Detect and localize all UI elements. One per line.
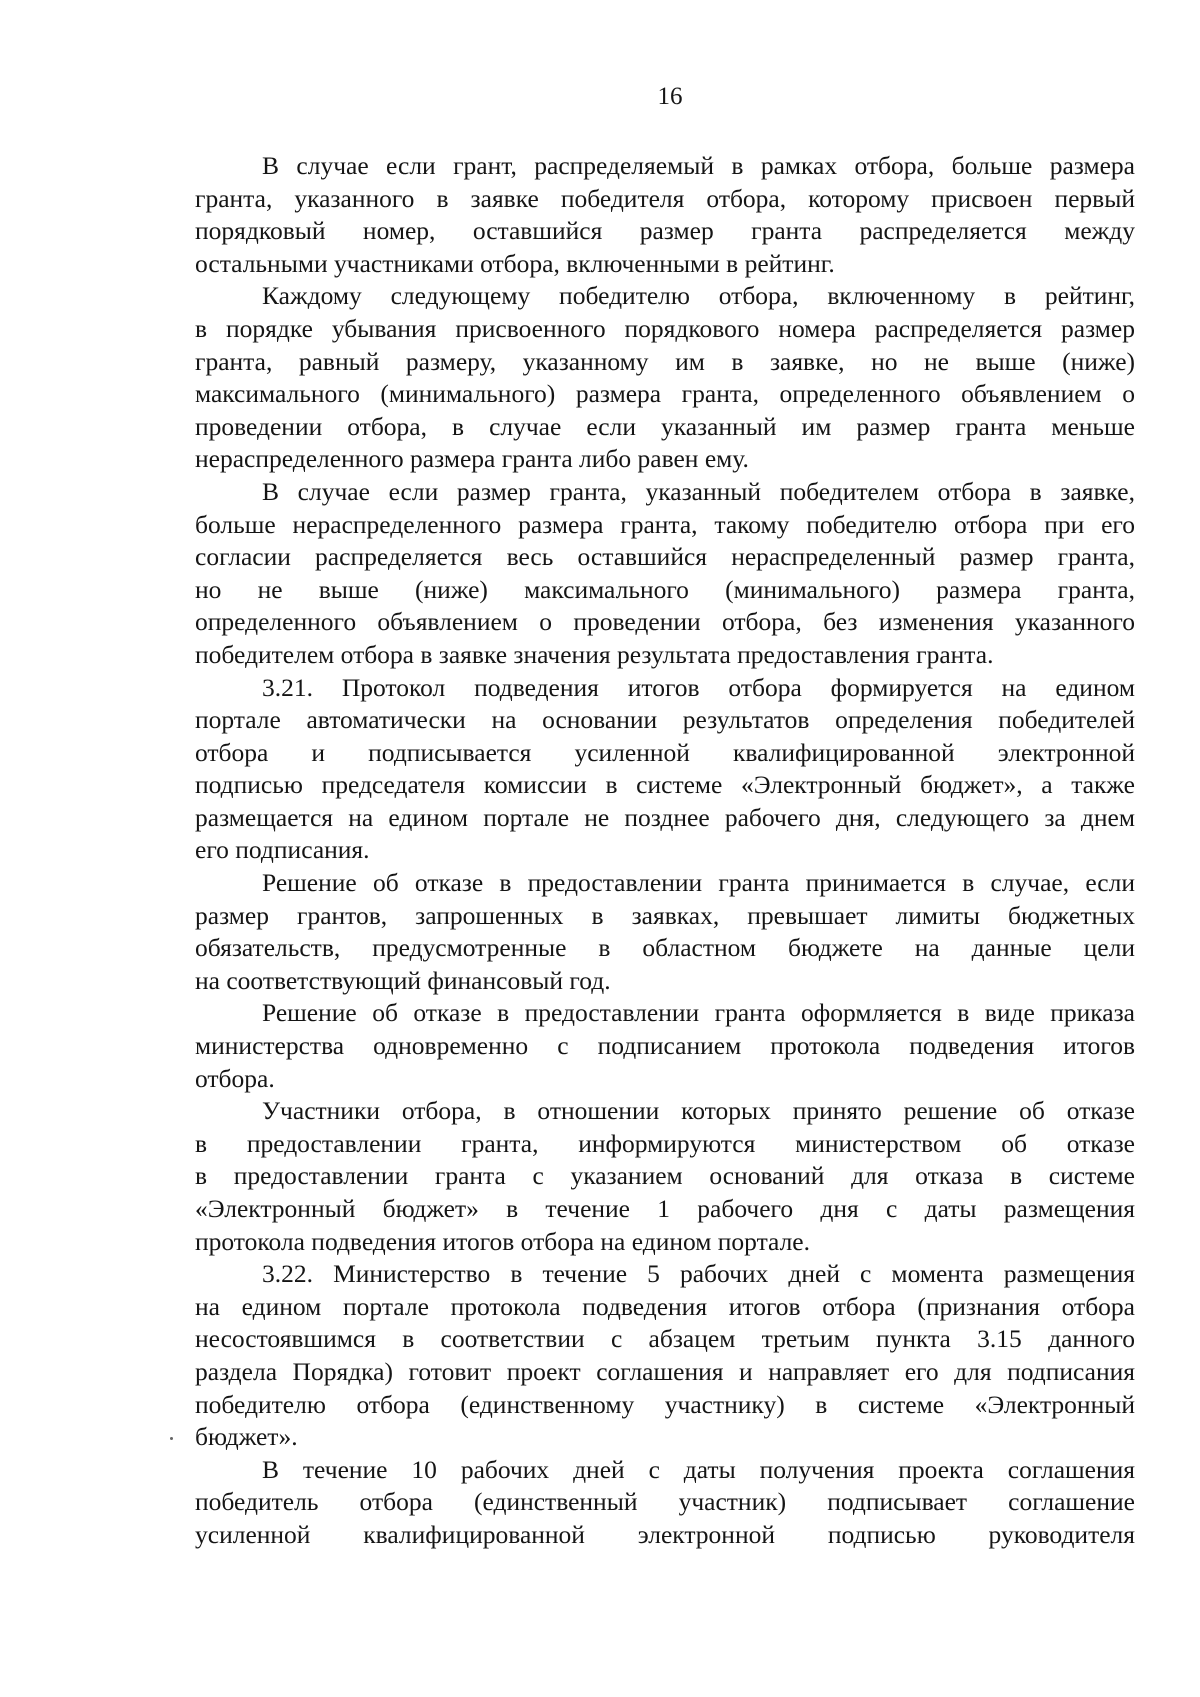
text-line: в предоставлении гранта с указанием оснований для отказа в системе — [195, 1161, 1135, 1191]
text-line: на едином портале протокола подведения итогов отбора (признания отбора — [195, 1291, 1135, 1321]
text-line: Каждому следующему победителю отбора, включенному в рейтинг, — [262, 281, 1135, 311]
text-line: усиленной квалифицированной электронной подписью руководителя — [195, 1519, 1135, 1549]
paragraph — [195, 1454, 1135, 1552]
scan-speck — [170, 1437, 173, 1440]
paragraph — [195, 280, 1135, 476]
text-line: гранта, равный размеру, указанному им в заявке, но не выше (ниже) — [195, 346, 1135, 376]
paragraph — [195, 997, 1135, 1095]
text-line: портале автоматически на основании результатов определения победителей — [195, 705, 1135, 735]
text-line: в предоставлении гранта, информируются министерством об отказе — [195, 1128, 1135, 1158]
text-line: подписью председателя комиссии в системе «Электронный бюджет», а также — [195, 770, 1135, 800]
text-line: в порядке убывания присвоенного порядкового номера распределяется размер — [195, 313, 1135, 343]
text-line: размер грантов, запрошенных в заявках, превышает лимиты бюджетных — [195, 900, 1135, 930]
text-line: Участники отбора, в отношении которых принято решение об отказе — [262, 1096, 1135, 1126]
text-line: Решение об отказе в предоставлении гранта принимается в случае, если — [262, 868, 1135, 898]
text-line: В течение 10 рабочих дней с даты получения проекта соглашения — [262, 1454, 1135, 1484]
text-line: победителем отбора в заявке значения результата предоставления гранта. — [195, 639, 994, 669]
text-line: 3.22. Министерство в течение 5 рабочих дней с момента размещения — [262, 1259, 1135, 1289]
text-line: гранта, указанного в заявке победителя отбора, которому присвоен первый — [195, 183, 1135, 213]
text-line: победителю отбора (единственному участнику) в системе «Электронный — [195, 1389, 1135, 1419]
page-number: 16 — [657, 83, 683, 110]
text-line: отбора и подписывается усиленной квалифицированной электронной — [195, 737, 1135, 767]
paragraph — [195, 476, 1135, 672]
text-line: размещается на едином портале не позднее рабочего дня, следующего за днем — [195, 802, 1135, 832]
text-line: порядковый номер, оставшийся размер гранта распределяется между — [195, 216, 1135, 246]
text-line: нераспределенного размера гранта либо равен ему. — [195, 444, 749, 474]
text-line: Решение об отказе в предоставлении гранта оформляется в виде приказа — [262, 998, 1135, 1028]
text-line: отбора. — [195, 1063, 275, 1093]
text-line: его подписания. — [195, 835, 370, 865]
text-line: раздела Порядка) готовит проект соглашения и направляет его для подписания — [195, 1356, 1135, 1386]
text-line: больше нераспределенного размера гранта, такому победителю отбора при его — [195, 509, 1135, 539]
paragraph — [195, 1095, 1135, 1258]
text-line: 3.21. Протокол подведения итогов отбора формируется на едином — [262, 672, 1135, 702]
text-line: остальными участниками отбора, включенными в рейтинг. — [195, 248, 835, 278]
paragraph — [195, 1258, 1135, 1454]
text-line: согласии распределяется весь оставшийся нераспределенный размер гранта, — [195, 542, 1135, 572]
paragraph — [195, 672, 1135, 868]
text-line: протокола подведения итогов отбора на едином портале. — [195, 1226, 811, 1256]
text-line: В случае если грант, распределяемый в рамках отбора, больше размера — [262, 151, 1135, 180]
text-line: но не выше (ниже) максимального (минимального) размера гранта, — [195, 574, 1135, 604]
text-line: определенного объявлением о проведении отбора, без изменения указанного — [195, 607, 1135, 637]
text-line: несостоявшимся в соответствии с абзацем третьим пункта 3.15 данного — [195, 1324, 1135, 1354]
text-line: победитель отбора (единственный участник) подписывает соглашение — [195, 1487, 1135, 1517]
text-line: обязательств, предусмотренные в областном бюджете на данные цели — [195, 933, 1135, 963]
text-line: В случае если размер гранта, указанный победителем отбора в заявке, — [262, 476, 1135, 506]
text-line: «Электронный бюджет» в течение 1 рабочего дня с даты размещения — [195, 1194, 1135, 1223]
text-line: проведении отбора, в случае если указанный им размер гранта меньше — [195, 411, 1135, 441]
document-body — [195, 150, 1135, 1552]
text-line: максимального (минимального) размера гранта, определенного объявлением о — [195, 379, 1135, 409]
paragraph — [195, 867, 1135, 997]
text-line: министерства одновременно с подписанием протокола подведения итогов — [195, 1031, 1135, 1061]
text-line: на соответствующий финансовый год. — [195, 965, 611, 995]
paragraph — [195, 150, 1135, 280]
text-line: бюджет». — [195, 1422, 298, 1452]
